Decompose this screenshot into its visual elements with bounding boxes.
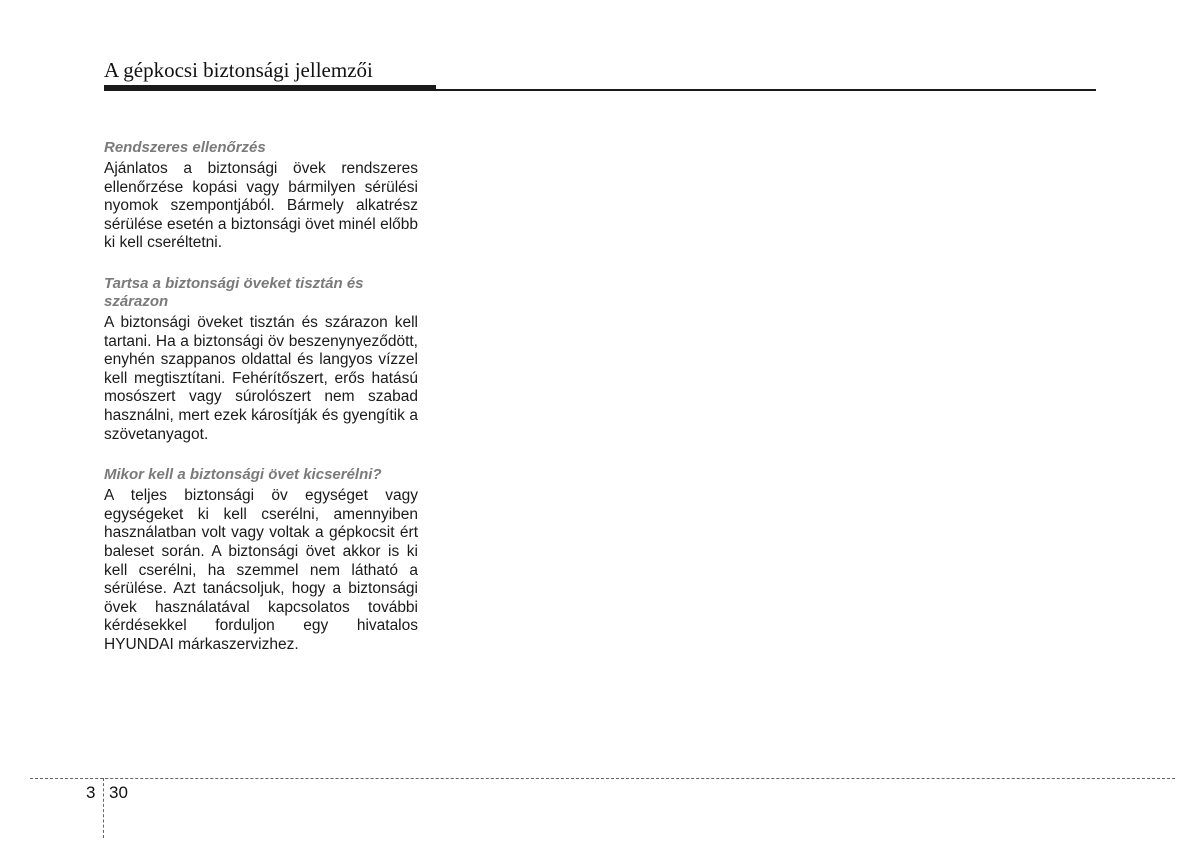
section-body: Ajánlatos a biztonsági övek rendszeres ellenőrzése kopási vagy bármilyen sérülési nyomok szempontjából. Bármely alkatrész sérülése esetén a biztonsági övet minél előbb ki kell cseréltetni. — [104, 160, 418, 252]
text-column — [104, 139, 418, 676]
section-replace-belt — [104, 466, 418, 654]
section-heading: Tartsa a biztonsági öveket tisztán és szárazon — [104, 274, 364, 310]
page-header-title: A gépkocsi biztonsági jellemzői — [104, 58, 373, 82]
section-body: A biztonsági öveket tisztán és szárazon kell tartani. Ha a biztonsági öv beszenynyeződött, enyhén szappanos oldattal és langyos vízzel kell megtisztítani. Fehérítőszert, erős hatású mosószert vagy súrolószert nem szabad használni, mert ezek károsítják és gyengítik a szövetanyagot. — [104, 313, 418, 443]
page-number: 30 — [109, 783, 128, 802]
section-regular-inspection — [104, 139, 418, 253]
footer-dashed-divider — [103, 778, 104, 838]
section-heading: Mikor kell a biztonsági övet kicserélni? — [104, 466, 382, 484]
footer-dashed-line — [30, 778, 1175, 779]
section-heading: Rendszeres ellenőrzés — [104, 139, 266, 156]
header-rule-thin — [436, 89, 1096, 91]
chapter-number: 3 — [86, 783, 96, 802]
header-rule-thick — [104, 85, 436, 91]
section-body: A teljes biztonsági öv egységet vagy egységeket ki kell cserélni, amennyiben használatban volt vagy voltak a gépkocsit ért baleset során. A biztonsági övet akkor is ki kell cserélni, ha szemmel nem látható a sérülése. Azt tanácsoljuk, hogy a biztonsági övek használatával kapcsolatos további kérdésekkel forduljon egy hivatalos HYUNDAI márkaszervizhez. — [104, 487, 418, 653]
section-keep-clean — [104, 275, 418, 444]
